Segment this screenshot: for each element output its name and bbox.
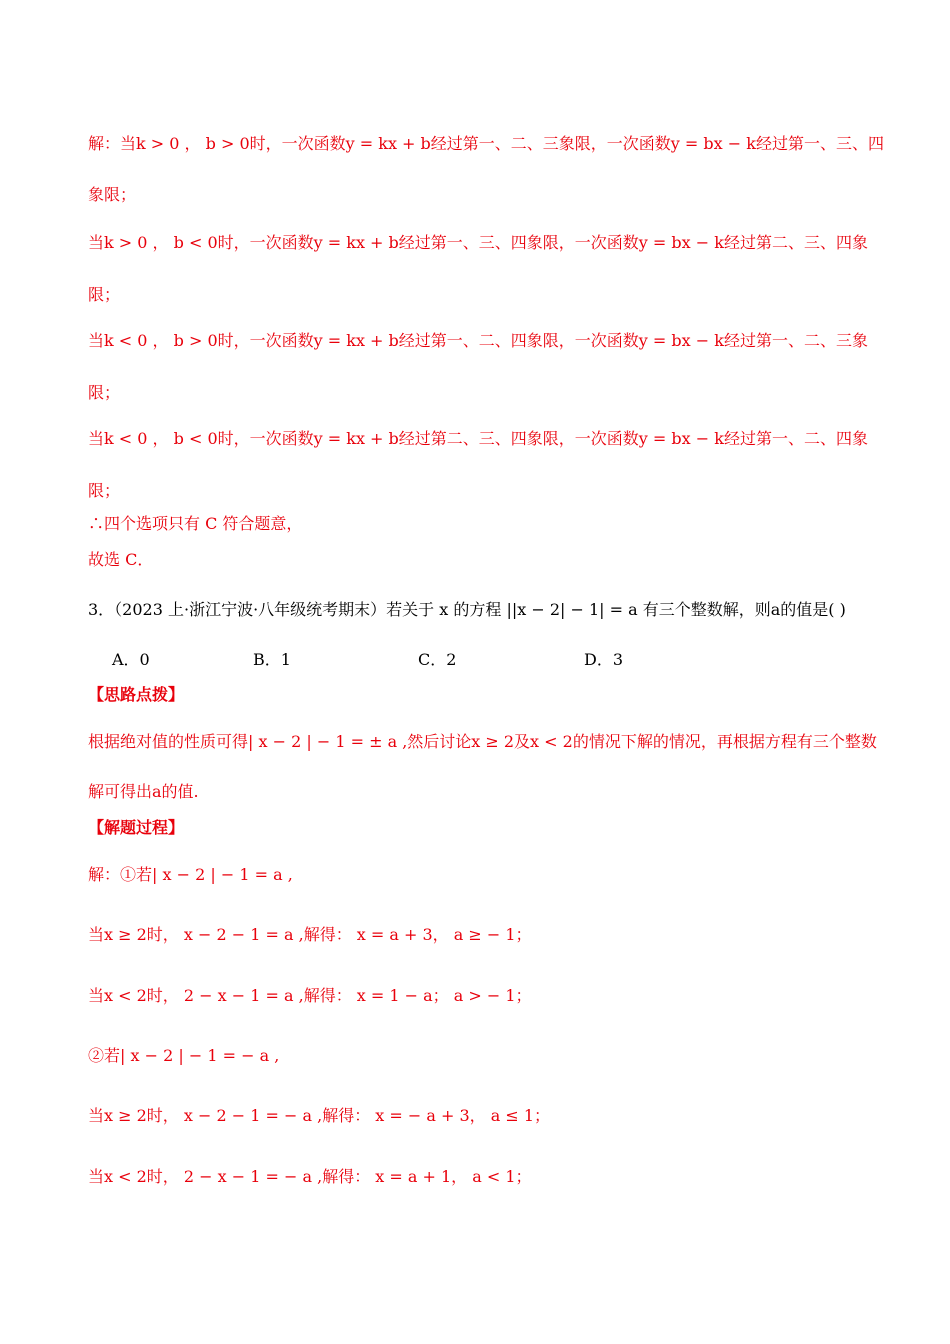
prev-solution-line-7: 当k < 0 ， b < 0时，一次函数y = kx + b经过第二、三、四象限，一次函数y = bx − k经过第一、二、四象 [88,429,868,448]
prev-solution-line-1: 解：当k > 0 ， b > 0时，一次函数y = kx + b经过第一、二、三象限，一次函数y = bx − k经过第一、三、四 [88,134,884,153]
prev-solution-line-4: 限； [88,285,121,304]
process-heading: 【解题过程】 [88,818,185,837]
thinking-heading: 【思路点拨】 [88,685,185,704]
prev-solution-line-5: 当k < 0 ， b > 0时，一次函数y = kx + b经过第一、二、四象限，一次函数y = bx − k经过第一、二、三象 [88,331,868,350]
prev-solution-line-9: ∴四个选项只有 C 符合题意， [88,514,303,533]
option-d: D．3 [584,650,624,669]
prev-solution-line-10: 故选 C． [88,550,154,569]
process-line-1: 解：①若| x − 2 | − 1 = a , [88,865,293,884]
option-c: C．2 [418,650,457,669]
process-line-5: 当x ≥ 2时， x − 2 − 1 = − a ,解得： x = − a + 3， a ≤ 1； [88,1106,551,1125]
process-line-3: 当x < 2时， 2 − x − 1 = a ,解得： x = 1 − a； a > − 1； [88,986,532,1005]
prev-solution-line-3: 当k > 0 ， b < 0时，一次函数y = kx + b经过第一、三、四象限，一次函数y = bx − k经过第二、三、四象 [88,233,868,252]
thinking-line-1: 根据绝对值的性质可得| x − 2 | − 1 = ± a ,然后讨论x ≥ 2及x < 2的情况下解的情况，再根据方程有三个整数 [88,732,877,751]
process-line-2: 当x ≥ 2时， x − 2 − 1 = a ,解得： x = a + 3， a ≥ − 1； [88,925,532,944]
prev-solution-line-6: 限； [88,383,121,402]
prev-solution-line-2: 象限； [88,185,137,204]
option-a: A．0 [112,650,150,669]
process-line-6: 当x < 2时， 2 − x − 1 = − a ,解得： x = a + 1， a < 1； [88,1167,532,1186]
process-line-4: ②若| x − 2 | − 1 = − a , [88,1046,280,1065]
prev-solution-line-8: 限； [88,481,121,500]
question-3-stem: 3．（2023 上·浙江宁波·八年级统考期末）若关于 x 的方程 ||x − 2| − 1| = a 有三个整数解，则a的值是( ) [88,600,846,619]
option-b: B．1 [253,650,291,669]
thinking-line-2: 解可得出a的值. [88,782,199,801]
